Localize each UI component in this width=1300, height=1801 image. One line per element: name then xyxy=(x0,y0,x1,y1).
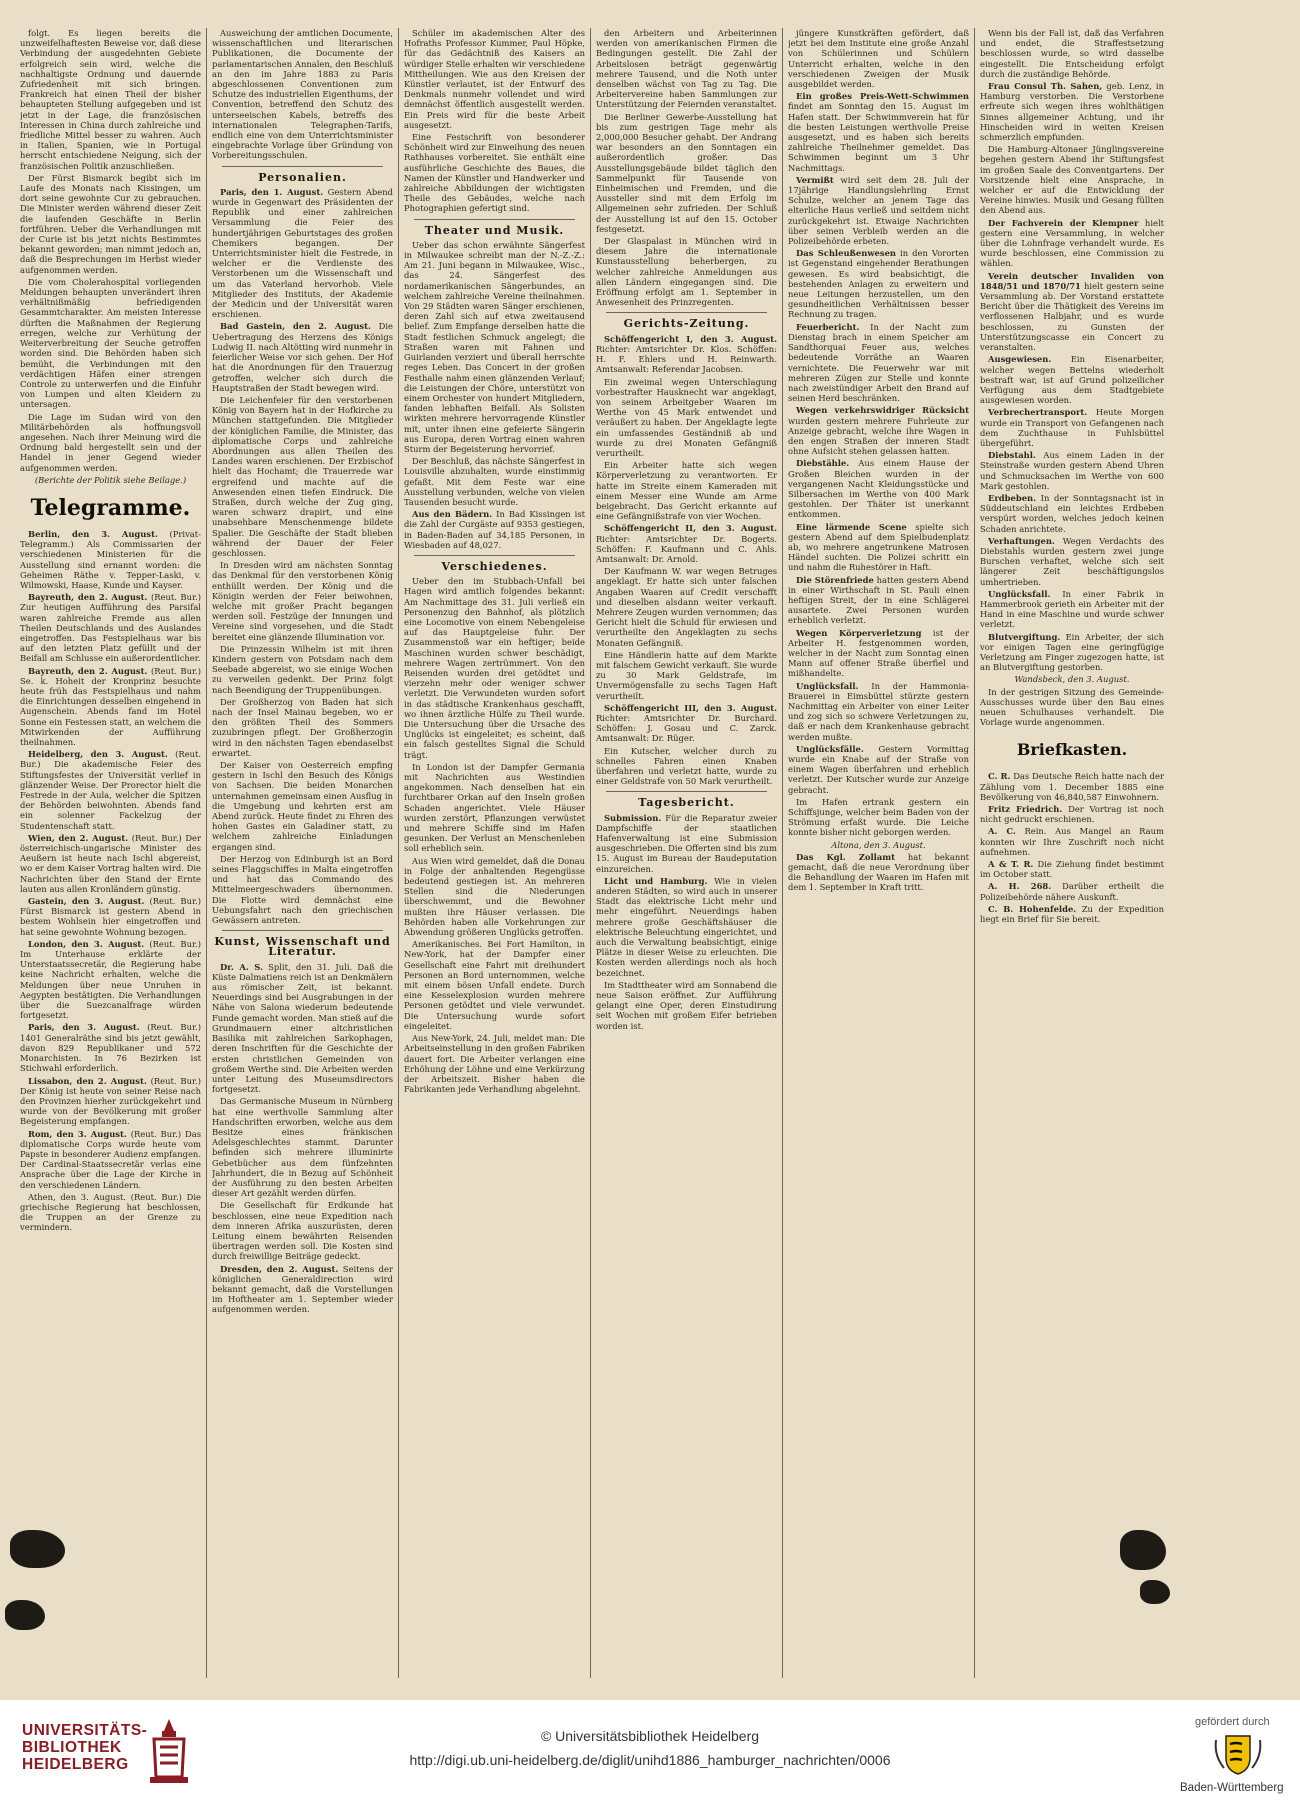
article-text: Die Leichenfeier für den verstorbenen König von Bayern hat in der Hofkirche zu München stattgefunden. Die Mitglieder der königlichen Familie, die Minister, das diplomatische Corps und zahlreiche Abordnungen aus allen Theilen des Landes waren erschienen. Der Erzbischof hielt das Hochamt; die Trauerrede war ergreifend und machte auf die Anwesenden einen tiefen Eindruck. Die Straßen, durch welche der Zug ging, waren schwarz drapirt, und eine unabsehbare Menschenmenge bildete Spalier. Die Geschäfte der Stadt blieben während der Dauer der Feier geschlossen. xyxy=(212,394,393,558)
article-text: (Reut. Bur.) Se. k. Hoheit der Kronprinz besuchte heute früh das Festspielhaus und nahm die Einrichtungen desselben eingehend in Augenschein. Abends fand im Hotel Sonne ein Festessen statt, an welchem die Mitwirkenden der Aufführung theilnahmen. xyxy=(20,665,201,747)
article-text: In der Hammonia-Brauerei in Eimsbüttel stürzte gestern Nachmittag ein Arbeiter von einer Leiter und zog sich so schwere Verletzungen zu, daß er nach dem Krankenhause gebracht werden mußte. xyxy=(788,680,969,742)
article-text: Der Herzog von Edinburgh ist an Bord seines Flaggschiffes in Malta eingetroffen und hat das Commando des Mittelmeergeschwaders übernommen. Die Flotte wird demnächst eine Uebungsfahrt nach den griechischen Gewässern antreten. xyxy=(212,853,393,926)
article-paragraph xyxy=(788,322,969,404)
newspaper-column-5 xyxy=(788,28,969,1678)
article-text: In einer Fabrik in Hammerbrook gerieth ein Arbeiter mit der Hand in eine Maschine und wurde schwer verletzt. xyxy=(980,588,1164,630)
article-dateline: A. H. 268. xyxy=(988,881,1052,892)
paper-damage xyxy=(10,1530,65,1568)
article-paragraph xyxy=(980,144,1164,215)
article-dateline: A & T. R. xyxy=(988,859,1034,870)
article-paragraph xyxy=(404,939,585,1031)
article-dateline: Dr. A. S. xyxy=(220,961,263,972)
article-text: Wie in vielen anderen Städten, so wird auch in unserer Stadt das elektrische Licht mehr und mehr eingeführt. Neuerdings haben mehrere große Geschäftshäuser die elektrische Beleuchtung eingerichtet, und auch die Verwaltung beabsichtigt, einige Plätze in dieser Weise zu erleuchten. Die Kosten werden allerdings noch als hoch bezeichnet. xyxy=(596,875,777,978)
paper-damage xyxy=(1140,1580,1170,1604)
article-dateline: C. B. Hohenfelde. xyxy=(988,903,1077,914)
article-paragraph xyxy=(980,28,1164,79)
article-text: In Bad Kissingen ist die Zahl der Curgäste auf 9353 gestiegen, in Baden-Baden auf 34,185 Personen, in Wiesbaden auf 48,027. xyxy=(404,509,585,550)
article-text: Richter: Amtsrichter Dr. Klos. Schöffen: H. F. Ehlers und H. Reinwarth. Amtsanwalt: Referendar Jacobsen. xyxy=(596,343,777,375)
article-text: (Reut. Bur.) Zur heutigen Aufführung des Parsifal waren zahlreiche Fremde aus allen Theilen Deutschlands und des Auslandes eingetroffen. Das Festspielhaus war bis auf den letzten Platz gefüllt und der Beifall am Schlusse ein außerordentlicher. xyxy=(20,592,201,664)
article-paragraph xyxy=(980,407,1164,448)
article-paragraph xyxy=(20,592,201,663)
article-paragraph xyxy=(20,833,201,894)
article-paragraph xyxy=(788,28,969,89)
article-dateline: Unglücksfall. xyxy=(988,588,1051,599)
article-dateline: Submission. xyxy=(604,812,662,823)
article-text: Seitens der königlichen Generaldirection wird bekannt gemacht, daß die Vorstellungen im Hoftheater am 1. September wieder aufgenommen werden. xyxy=(212,1263,393,1315)
article-paragraph xyxy=(980,81,1164,142)
article-paragraph xyxy=(212,962,393,1095)
article-text: Der Großherzog von Baden hat sich nach der Insel Mainau begeben, wo er den größten Theil des Sommers zuzubringen pflegt. Der Großherzogin wird in den nächsten Tagen ebendaselbst erwartet. xyxy=(212,696,393,758)
article-text: (Reut. Bur.) 1401 Generalräthe sind bis jetzt gewählt, davon 829 Republikaner und 572 Monarchisten. In 76 Bezirken ist Stichwahl erforderlich. xyxy=(20,1022,201,1074)
article-paragraph xyxy=(980,687,1164,728)
article-text: Gestern Vormittag wurde ein Knabe auf der Straße von einem Wagen überfahren und erheblich verletzt. Der Kutscher wurde zur Anzeige gebracht. xyxy=(788,743,969,795)
article-text: folgt. Es liegen bereits die unzweifelhaftesten Beweise vor, daß diese Verbindung der ausgedehnten Gebiete erfolgreich sein wird, welche die nachhaltigste Ordnung und dauernde Zufriedenheit mit sich bringen. Frankreich hat einen Theil der bisher behaupteten Stellung aufgegeben und ist jetzt in der Lage, die französischen Interessen in China durch zahlreiche und friedliche Mittel besser zu wahren. Auch in Italien, Spanien, wie in Portugal herrscht entschiedene Neigung, sich der französischen Politik anzuschließen. xyxy=(20,28,201,171)
article-text: Wegen Verdachts des Diebstahls wurden gestern zwei junge Burschen verhaftet, welche sich seit längerer Zeit beschäftigungslos umhertrieben. xyxy=(980,535,1164,587)
article-text: spielte sich gestern Abend auf dem Spielbudenplatz ab, wo mehrere angetrunkene Matrosen Händel suchten. Die Polizei schritt ein und nahm die Ruhestörer in Haft. xyxy=(788,521,969,573)
article-paragraph xyxy=(20,529,201,590)
article-paragraph xyxy=(980,859,1164,879)
article-text: findet am Sonntag den 15. August im Hafen statt. Der Schwimmverein hat für die besten Leistungen werthvolle Preise ausgesetzt, und es haben sich bereits zahlreiche Theilnehmer gemeldet. Das Schwimmen beginnt um 3 Uhr Nachmittags. xyxy=(788,101,969,173)
article-paragraph xyxy=(596,876,777,978)
article-dateline: Licht und Hamburg. xyxy=(604,875,708,886)
article-text: In der Sonntagsnacht ist in Süddeutschland ein leichtes Erdbeben verspürt worden, welches jedoch keinen Schaden anrichtete. xyxy=(980,492,1164,534)
section-heading: Verschiedenes. xyxy=(441,559,548,573)
article-text: (Reut. Bur.) Der österreichisch-ungarische Minister des Aeußern ist heute nach Ischl abgereist, wo er dem Kaiser Vortrag halten wird. Die Nachrichten über den Stand der Ernte lauten aus allen Kronländern günstig. xyxy=(20,832,201,894)
article-dateline: Wegen verkehrswidriger Rücksicht xyxy=(796,405,969,416)
section-heading: Theater und Musik. xyxy=(424,223,565,237)
article-dateline: Wegen Körperverletzung xyxy=(796,627,922,638)
article-paragraph xyxy=(404,456,585,507)
article-dateline: Unglücksfälle. xyxy=(796,743,864,754)
article-dateline: Wien, den 2. August. xyxy=(28,832,129,843)
article-text: Ein Eisenarbeiter, welcher wegen Bettelns wiederholt bestraft war, ist auf Grund polizeilicher Verfügung aus dem Stadtgebiete ausgewiesen worden. xyxy=(980,354,1164,406)
article-text: wurden gestern mehrere Fuhrleute zur Anzeige gebracht, welche ihre Wagen in den engen Straßen der inneren Stadt ohne Aufsicht stehen gelassen hatten. xyxy=(788,415,969,457)
section-divider xyxy=(222,930,383,931)
article-paragraph xyxy=(596,28,777,110)
article-dateline: Berlin, den 3. August. xyxy=(28,528,158,539)
article-text: Die Prinzessin Wilhelm ist mit ihren Kindern gestern von Potsdam nach dem Seebade abgereist, wo sie einige Wochen zu verweilen gedenkt. Der Prinz folgt nach Beendigung der Truppenübungen. xyxy=(212,643,393,695)
article-text: Schüler im akademischen Alter des Hofraths Professor Kummer, Paul Höpke, für das Gedächtniß des Kaisers an würdiger Stelle erhalten wir verschiedene Mittheilungen. Wie aus den Kreisen der Künstler verlautet, ist der Entwurf des Denkmals nunmehr vollendet und wird demnächst öffentlich ausgestellt werden. Ein Preis wird für die beste Arbeit ausgesetzt. xyxy=(404,28,585,130)
article-text: wird seit dem 28. Juli der 17jährige Handlungslehrling Ernst Schulze, welcher an jenem Tage das elterliche Haus verließ und seitdem nicht zurückgekehrt ist. Etwaige Nachrichten über seinen Verbleib werden an die Polizeibehörde erbeten. xyxy=(788,174,969,247)
article-text: hielt gestern eine Versammlung, in welcher über die Lohnfrage verhandelt wurde. Es wurde beschlossen, eine Commission zu wählen. xyxy=(980,217,1164,269)
article-paragraph xyxy=(20,28,201,171)
dateline: Altona, den 3. August. xyxy=(831,839,926,850)
article-paragraph xyxy=(980,904,1164,924)
article-paragraph xyxy=(788,248,969,319)
article-dateline: Schöffengericht I, den 3. August. xyxy=(604,333,777,344)
article-dateline: Bad Gastein, den 2. August. xyxy=(220,321,371,332)
funded-by-label: gefördert durch xyxy=(1195,1716,1270,1728)
article-paragraph xyxy=(212,1096,393,1198)
dateline: (Berichte der Politik siehe Beilage.) xyxy=(34,474,187,485)
article-text: geb. Lenz, in Hamburg verstorben. Die Verstorbene erfreute sich wegen ihres wohlthätigen Sinnes allgemeiner Achtung, und ihr Hinscheiden wird in weiten Kreisen schmerzlich empfunden. xyxy=(980,81,1164,143)
article-dateline: Ausgewiesen. xyxy=(988,354,1052,365)
article-text: Das Germanische Museum in Nürnberg hat eine werthvolle Sammlung alter Handschriften erworben, welche aus dem Besitze eines fränkischen Adelsgeschlechtes stammt. Darunter befinden sich mehrere illuminirte Gebetbücher aus dem fünfzehnten Jahrhundert, die in Bezug auf Schönheit der Ausführung zu den besten Arbeiten dieser Art gezählt werden dürfen. xyxy=(212,1096,393,1199)
article-paragraph xyxy=(212,760,393,852)
article-text: Amerikanisches. Bei Fort Hamilton, in New-York, hat der Dampfer einer Gesellschaft eine Fahrt mit dreihundert Personen an Bord unternommen, welche mit einem bösen Unfall endete. Durch eine Kesselexplosion wurden mehrere Personen getödtet und viele verwundet. Die Untersuchung wurde sofort eingeleitet. xyxy=(404,939,585,1031)
article-text: Der Vortrag ist noch nicht gedruckt erschienen. xyxy=(980,804,1164,825)
article-paragraph xyxy=(788,797,969,838)
article-text: Athen, den 3. August. (Reut. Bur.) Die griechische Regierung hat beschlossen, die Truppen an der Grenze zu vermindern. xyxy=(20,1191,201,1233)
article-dateline: Aus den Bädern. xyxy=(412,509,493,520)
section-divider xyxy=(606,312,767,313)
article-paragraph xyxy=(404,856,585,938)
article-paragraph xyxy=(788,744,969,795)
article-paragraph xyxy=(212,1200,393,1261)
article-text: hat bekannt gemacht, daß die neue Verordnung über die Behandlung der Waaren im Hafen mit dem 1. September in Kraft tritt. xyxy=(788,851,969,893)
article-paragraph xyxy=(980,771,1164,802)
state-name: Baden-Württemberg xyxy=(1180,1782,1284,1794)
article-paragraph xyxy=(212,1264,393,1315)
article-paragraph xyxy=(980,218,1164,269)
article-paragraph xyxy=(20,1076,201,1127)
article-paragraph xyxy=(596,566,777,648)
article-dateline: Verhaftungen. xyxy=(988,535,1055,546)
article-text: Die Berliner Gewerbe-Ausstellung hat bis zum gestrigen Tage mehr als 2,000,000 Besucher gehabt. Der Andrang war besonders an den Sonntagen ein außerordentlich großer. Das Ausstellungsgebäude bildet täglich den Sammelpunkt für Tausende von Einheimischen und Fremden, und die Aussteller sind mit dem Erfolg im Allgemeinen sehr zufrieden. Der Schluß der Ausstellung ist auf den 15. October festgesetzt. xyxy=(596,111,777,234)
article-dateline: Paris, den 1. August. xyxy=(220,186,324,197)
article-text: Der Beschluß, das nächste Sängerfest in Louisville abzuhalten, wurde einstimmig gefaßt. Mit dem Feste war eine Ausstellung verbunden, welche von vielen Tausenden besucht wurde. xyxy=(404,456,585,507)
article-text: (Reut. Bur.) Die akademische Feier des Stiftungsfestes der Universität verlief in glänzender Weise. Der Prorector hielt die Festrede in der Aula, welcher die Spitzen der Behörden beiwohnten. Abends fand ein solenner Fackelzug der Studentenschaft statt. xyxy=(20,749,201,831)
section-heading: Personalien. xyxy=(258,170,347,184)
article-dateline: Lissabon, den 2. August. xyxy=(28,1075,147,1086)
newspaper-column-6 xyxy=(980,28,1164,1678)
article-dateline: Feuerbericht. xyxy=(796,321,860,332)
article-text: Im Stadttheater wird am Sonnabend die neue Saison eröffnet. Zur Aufführung gelangt eine Oper, deren Einstudirung seit Wochen mit großem Eifer betrieben worden ist. xyxy=(596,979,777,1031)
section-divider xyxy=(222,166,383,167)
article-paragraph xyxy=(788,852,969,893)
article-dateline: Verein deutscher Invaliden von 1848/51 und 1870/71 xyxy=(980,270,1164,291)
article-text: Ein Arbeiter, der sich vor einigen Tagen eine geringfügige Verletzung am Finger zugezogen hatte, ist an Blutvergiftung gestorben. xyxy=(980,631,1164,673)
article-paragraph xyxy=(788,628,969,679)
article-dateline: Rom, den 3. August. xyxy=(28,1128,127,1139)
section-divider xyxy=(414,219,575,220)
article-paragraph xyxy=(788,91,969,173)
article-text: Darüber ertheilt die Polizeibehörde nähere Auskunft. xyxy=(980,881,1164,902)
article-text: (Privat-Telegramm.) Als Commissarien der verschiedenen Ministerien für die Ausstellung sind ernannt worden: die Geheimen Räthe v. Tepper-Laski, v. Wilmowski, Haase, Kunde und Kayser. xyxy=(20,528,201,590)
article-text: Ueber den im Stubbach-Unfall bei Hagen wird amtlich folgendes bekannt: Am Nachmittage des 31. Juli verließ ein Personenzug den Bahnhof, als plötzlich eine Locomotive von einem Nebengeleise auf das Hauptgeleise fuhr. Der Zusammenstoß war ein heftiger; beide Maschinen wurden schwer beschädigt, mehrere Wagen zertrümmert. Von den Reisenden wurden drei getödtet und vierzehn mehr oder weniger schwer verletzt. Die Verwundeten wurden sofort in das städtische Krankenhaus geschafft, wo ihnen ärztliche Hülfe zu Theil wurde. Die Untersuchung über die Ursache des Unglücks ist eingeleitet; es scheint, daß ein falsch gestelltes Signal die Schuld trägt. xyxy=(404,576,585,760)
article-dateline: Schöffengericht III, den 3. August. xyxy=(604,702,777,713)
article-text: Die Lage im Sudan wird von den Militärbehörden als hoffnungsvoll angesehen. Nach ihrer Meinung wird die Ordnung bald hergestellt sein und der Handel in jener Gegend wieder aufgenommen werden. xyxy=(20,411,201,473)
article-paragraph xyxy=(980,493,1164,534)
article-text: In London ist der Dampfer Germania mit Nachrichten aus Westindien angekommen. Nach denselben hat ein furchtbarer Orkan auf den Inseln großen Schaden angerichtet. Viele Häuser wurden zerstört, Pflanzungen verwüstet und mehrere Schiffe sind im Hafen gesunken. Der Verlust an Menschenleben soll erheblich sein. xyxy=(404,761,585,854)
article-dateline: Frau Consul Th. Sahen, xyxy=(988,81,1103,92)
article-paragraph xyxy=(212,560,393,642)
article-text: Richter: Amtsrichter Dr. Burchard. Schöffen: J. Gosau und C. Zarck. Amtsanwalt: Dr. Rüger. xyxy=(596,713,777,744)
article-dateline: Dresden, den 2. August. xyxy=(220,1263,339,1274)
section-heading: Gerichts-Zeitung. xyxy=(623,317,750,331)
article-text: (Reut. Bur.) Das diplomatische Corps wurde heute vom Papste in besonderer Audienz empfangen. Der Cardinal-Staatssecretär verlas eine Ansprache über die Lage der Kirche in den verschiedenen Ländern. xyxy=(20,1128,201,1190)
article-paragraph xyxy=(596,460,777,521)
article-text: den Arbeitern und Arbeiterinnen werden von amerikanischen Firmen die Bedingungen gestellt. Die Zahl der Arbeitslosen beträgt gegenwärtig mehrere Tausend, und die Noth unter denselben wächst von Tag zu Tag. Die Arbeitervereine haben Sammlungen zur Unterstützung der Feiernden veranstaltet. xyxy=(596,28,777,110)
column-rule xyxy=(590,28,591,1678)
article-dateline: Bayreuth, den 2. August. xyxy=(28,665,148,676)
article-text: Ausweichung der amtlichen Documente, wissenschaftlichen und literarischen Publikationen, die Documente der parlamentarischen Annalen, den Beschluß an den im Jahre 1883 zu Paris abgeschlossenen Conventionen zum Schutze des industriellen Eigenthums, der Convention, betreffend den Schutz des unterseeischen Kabels, betreffs des internationalen Telegraphen-Tarifs, endlich eine von dem Unterrichtsminister eingebrachte Vorlage über Gründung von Vorbereitungsschulen. xyxy=(212,28,393,161)
article-text: Ueber das schon erwähnte Sängerfest in Milwaukee schreibt man der N.-Z.-Z.: Am 21. Juni begann in Milwaukee, Wisc., das 24. Sängerfest des nordamerikanischen Sängerbundes, an welchem zahlreiche Vereine theilnahmen. Von 29 Städten waren Sänger erschienen, deren Zahl sich auf etwa zweitausend belief. Zum Empfange derselben hatte die Stadt festlichen Schmuck angelegt; die Straßen waren mit Fahnen und Guirlanden verziert und überall herrschte reges Leben. Das Concert in der großen Festhalle nahm einen glänzenden Verlauf; die Leistungen der Chöre, unterstützt von einem Orchester von hundert Mitgliedern, fanden lebhaften Beifall. Als Solisten wirkten mehrere hervorragende Künstler mit, unter ihnen eine gefeierte Sängerin aus Europa, deren Vortrag einen wahren Sturm der Begeisterung hervorrief. xyxy=(404,239,585,454)
article-text: Die Uebertragung des Herzens des Königs Ludwig II. nach Altötting wird nunmehr in feierlicher Weise vor sich gehen. Der Hof hat die Anordnungen für den Trauerzug getroffen, welcher sich durch die Hauptstraßen der Stadt bewegen wird. xyxy=(212,321,393,393)
article-dateline: Gastein, den 3. August. xyxy=(28,896,145,907)
coat-of-arms-icon xyxy=(1212,1730,1264,1778)
article-text: Der Kaufmann W. war wegen Betruges angeklagt. Er hatte sich unter falschen Angaben Waaren auf Credit verschafft und dieselben alsdann weiter verkauft. Mehrere Zeugen wurden vernommen; das Gericht hielt die Schuld für erwiesen und verurtheilte den Angeklagten zu sechs Monaten Gefängniß. xyxy=(596,566,777,648)
article-paragraph xyxy=(20,1192,201,1233)
paper-damage xyxy=(1120,1530,1166,1570)
article-dateline: Bayreuth, den 2. August. xyxy=(28,592,148,603)
article-paragraph xyxy=(596,980,777,1031)
article-dateline: Paris, den 3. August. xyxy=(28,1022,140,1033)
article-paragraph xyxy=(980,354,1164,405)
article-dateline: Eine lärmende Scene xyxy=(796,521,907,532)
article-paragraph xyxy=(212,697,393,758)
article-text: Heute Morgen wurde ein Transport von Gefangenen nach dem Zuchthause in Fuhlsbüttel übergeführt. xyxy=(980,407,1164,448)
article-text: Der Kaiser von Oesterreich empfing gestern in Ischl den Besuch des Königs von Sachsen. Die beiden Monarchen unternahmen gemeinsam einen Ausflug in die Umgebung und kehrten erst am Abend zurück. Heute findet zu Ehren des hohen Gastes ein Galadiner statt, zu welchem zahlreiche Einladungen ergangen sind. xyxy=(212,760,393,852)
article-paragraph xyxy=(788,681,969,742)
article-paragraph xyxy=(212,187,393,320)
article-paragraph xyxy=(20,666,201,748)
article-text: Rein. Aus Mangel an Raum konnten wir Ihre Zuschrift noch nicht aufnehmen. xyxy=(980,826,1164,857)
article-text: Zu der Expedition liegt ein Brief für Sie bereit. xyxy=(980,903,1164,925)
article-paragraph xyxy=(20,1129,201,1190)
article-text: Aus Wien wird gemeldet, daß die Donau in Folge der anhaltenden Regengüsse bedeutend gestiegen ist. An mehreren Stellen sind die Niederungen überschwemmt, und die Bewohner mußten ihre Häuser verlassen. Die Behörden haben alle Vorkehrungen zur Abwendung größeren Unglücks getroffen. xyxy=(404,855,585,938)
article-paragraph xyxy=(212,395,393,558)
article-text: Wenn bis der Fall ist, daß das Verfahren und endet, die Straffestsetzung beschlossen wurde, so wird dasselbe eingestellt. Die Entscheidung erfolgt durch die zuständige Behörde. xyxy=(980,28,1164,79)
article-text: In Dresden wird am nächsten Sonntag das Denkmal für den verstorbenen König enthüllt werden. Der König und die Königin werden der Feier beiwohnen, welche mit großer Pracht begangen werden soll. Festzüge der Innungen und Vereine sind vorgesehen, und die Stadt bereitet eine glänzende Illumination vor. xyxy=(212,560,393,642)
article-text: Ein Arbeiter hatte sich wegen Körperverletzung zu verantworten. Er hatte im Streite einem Kameraden mit einem Messer eine Wunde am Arme beigebracht. Das Gericht erkannte auf eine Gefängnißstrafe von vier Wochen. xyxy=(596,460,777,522)
section-heading: Tagesbericht. xyxy=(638,796,735,810)
article-dateline: Vermißt xyxy=(796,174,834,185)
article-paragraph xyxy=(980,589,1164,630)
article-paragraph xyxy=(20,749,201,831)
article-dateline: Das Kgl. Zollamt xyxy=(796,851,896,862)
section-heading-large: Telegramme. xyxy=(30,494,191,521)
article-paragraph xyxy=(20,896,201,937)
article-paragraph xyxy=(212,28,393,161)
article-paragraph xyxy=(20,412,201,473)
column-rule xyxy=(974,28,975,1678)
article-dateline: Blutvergiftung. xyxy=(988,631,1061,642)
article-text: hielt gestern seine Versammlung ab. Der Vorstand erstattete Bericht über die Thätigkeit des Vereins im verflossenen Halbjahr, und es wurde beschlossen, zu Gunsten der Unterstützungscasse ein Concert zu veranstalten. xyxy=(980,280,1164,353)
article-text: Die vom Cholerahospital vorliegenden Meldungen behaupten unverändert ihren verhältnißmäßig befriedigenden Gesammtcharakter. Am meisten Interesse dürften die Maßnahmen der Regierung erregen, welche zur Verhütung der Weiterverbreitung der Seuche getroffen worden sind. Die Behörden haben sich bemüht, die Verbindungen mit den verdächtigen Häfen einer strengen Controle zu unterwerfen und die Einfuhr von Lumpen und alten Kleidern zu untersagen. xyxy=(20,276,201,410)
article-paragraph xyxy=(788,575,969,626)
article-paragraph xyxy=(980,536,1164,587)
article-text: hatten gestern Abend in einer Wirthschaft in St. Pauli einen heftigen Streit, der in eine Schlägerei ausartete. Zwei Personen wurden erheblich verletzt. xyxy=(788,574,969,626)
article-paragraph xyxy=(980,881,1164,901)
section-divider xyxy=(606,791,767,792)
article-paragraph xyxy=(980,826,1164,857)
article-text: Eine Festschrift von besonderer Schönheit wird zur Einweihung des neuen Rathhauses vorbereitet. Sie enthält eine ausführliche Geschichte des Baues, die Namen der Künstler und Handwerker und zahlreiche Abbildungen der wichtigsten Theile des Gebäudes, welche nach Photographien gefertigt sind. xyxy=(404,132,585,214)
article-text: Gestern Abend wurde in Gegenwart des Präsidenten der Republik und einer zahlreichen Versammlung die Feier des hundertjährigen Geburtstages des großen Chemikers begangen. Der Unterrichtsminister hielt die Festrede, in welcher er die Verdienste des Verstorbenen um die Wissenschaft und um das Vaterland hervorhob. Viele Mitglieder des Instituts, der Akademie der Medicin und der Universität waren erschienen. xyxy=(212,186,393,320)
article-dateline: Schöffengericht II, den 3. August. xyxy=(604,523,777,534)
section-heading: Kunst, Wissenschaft und Literatur. xyxy=(214,935,391,959)
article-text: Der Fürst Bismarck begibt sich im Laufe des Monats nach Kissingen, um dort seine gewohnte Cur zu gebrauchen. Die Minister werden während dieser Zeit die laufenden Geschäfte in Berlin fortführen. Ueber die Verhandlungen mit der Curie ist bis jetzt nichts Bestimmtes bekannt geworden; man nimmt jedoch an, daß die Besprechungen im Herbst wieder aufgenommen werden. xyxy=(20,172,201,275)
section-divider xyxy=(414,555,575,556)
article-paragraph xyxy=(20,939,201,1021)
library-name-line1: UNIVERSITÄTS- xyxy=(22,1722,148,1739)
permalink[interactable]: http://digi.ub.uni-heidelberg.de/diglit/unihd1886_hamburger_nachrichten/0006 xyxy=(409,1752,891,1768)
article-text: in den Vororten ist Gegenstand eingehender Berathungen gewesen. Es wird beabsichtigt, die bestehenden Anlagen zu erweitern und neue Leitungen herzustellen, um den gesundheitlichen Verhältnissen besser Rechnung zu tragen. xyxy=(788,248,969,320)
article-paragraph xyxy=(596,650,777,701)
dateline: Wandsbeck, den 3. August. xyxy=(1014,674,1130,685)
article-text: Der Glaspalast in München wird in diesem Jahre die internationale Kunstausstellung beherbergen, zu welcher zahlreiche Anmeldungen aus allen Ländern eingegangen sind. Die Eröffnung erfolgt am 1. September in Anwesenheit des Prinzregenten. xyxy=(596,236,777,308)
article-text: (Reut. Bur.) Fürst Bismarck ist gestern Abend in bestem Wohlsein hier eingetroffen und hat seine gewohnte Wohnung bezogen. xyxy=(20,896,201,937)
digitization-footer xyxy=(0,1700,1300,1801)
article-paragraph xyxy=(980,632,1164,673)
article-dateline: Erdbeben. xyxy=(988,492,1037,503)
article-paragraph xyxy=(788,405,969,456)
article-dateline: Das Schleußenwesen xyxy=(796,248,896,259)
article-text: jüngere Kunstkräften gefördert, daß jetzt bei dem Institute eine große Anzahl von Schülerinnen und Schülern Unterricht erhalten, welche in den verschiedenen Zweigen der Musik ausgebildet werden. xyxy=(788,28,969,90)
article-paragraph xyxy=(20,173,201,275)
column-rule xyxy=(782,28,783,1678)
article-paragraph xyxy=(596,377,777,459)
article-paragraph xyxy=(596,746,777,787)
article-text: Im Hafen ertrank gestern ein Schiffsjunge, welcher beim Baden von der Strömung erfaßt wurde. Die Leiche konnte bisher nicht geborgen werden. xyxy=(788,796,969,838)
article-dateline: Der Fachverein der Klempner xyxy=(988,217,1139,228)
article-text: (Reut. Bur.) Der König ist heute von seiner Reise nach den Provinzen hierher zurückgekehrt und wurde von der Bevölkerung mit großer Begeisterung empfangen. xyxy=(20,1075,201,1127)
article-paragraph xyxy=(788,522,969,573)
article-paragraph xyxy=(404,240,585,454)
article-paragraph xyxy=(980,271,1164,353)
newspaper-column-1 xyxy=(20,28,201,1678)
article-text: Ein zweimal wegen Unterschlagung vorbestrafter Hausknecht war angeklagt, von seinem Arbeitgeber Waaren im Werthe von 45 Mark entwendet und veräußert zu haben. Der Angeklagte legte ein umfassendes Geständniß ab und wurde zu drei Monaten Gefängniß verurtheilt. xyxy=(596,376,777,458)
article-dateline: Ein großes Preis-Wett-Schwimmen xyxy=(796,91,969,102)
article-text: Split, den 31. Juli. Daß die Küste Dalmatiens reich ist an Denkmälern aus römischer Zeit, ist bekannt. Neuerdings sind bei Ausgrabungen in der Nähe von Salona wiederum bedeutende Funde gemacht worden. Man stieß auf die Grundmauern einer altchristlichen Basilika mit zahlreichen Sarkophagen, deren Inschriften für die Geschichte der ersten christlichen Gemeinden von großem Werthe sind. Die Arbeiten werden unter Leitung des Museumsdirectors fortgesetzt. xyxy=(212,961,393,1095)
article-text: In der Nacht zum Dienstag brach in einem Speicher am Sandthorquai Feuer aus, welches bedeutende Vorräthe an Waaren vernichtete. Die Feuerwehr war mit mehreren Zügen zur Stelle und konnte nach zweistündiger Arbeit den Brand auf seinen Herd beschränken. xyxy=(788,321,969,404)
article-text: In der gestrigen Sitzung des Gemeinde-Ausschusses wurde über den Bau eines neuen Schulhauses verhandelt. Die Vorlage wurde angenommen. xyxy=(980,686,1164,728)
article-paragraph xyxy=(20,1022,201,1073)
article-dateline: Diebstahl. xyxy=(988,450,1036,461)
article-paragraph xyxy=(212,321,393,392)
copyright-notice: © Universitätsbibliothek Heidelberg xyxy=(540,1728,760,1744)
article-paragraph xyxy=(596,703,777,744)
article-text: Die Ziehung findet bestimmt im October statt. xyxy=(980,859,1164,880)
article-paragraph xyxy=(212,854,393,925)
newspaper-column-2 xyxy=(212,28,393,1678)
newspaper-column-4 xyxy=(596,28,777,1678)
article-paragraph xyxy=(404,762,585,854)
article-paragraph xyxy=(980,804,1164,824)
column-rule xyxy=(206,28,207,1678)
article-dateline: Verbrechertransport. xyxy=(988,407,1088,418)
article-paragraph xyxy=(404,28,585,130)
article-paragraph xyxy=(404,132,585,214)
article-dateline: London, den 3. August. xyxy=(28,938,145,949)
article-dateline: Unglücksfall. xyxy=(796,680,859,691)
article-text: Ein Kutscher, welcher durch zu schnelles Fahren einen Knaben überfahren und verletzt hatte, wurde zu einer Geldstrafe von 50 Mark verurtheilt. xyxy=(596,745,777,787)
article-paragraph xyxy=(596,236,777,307)
article-text: Das Deutsche Reich hatte nach der Zählung vom 1. December 1885 eine Bevölkerung von 46,840,587 Einwohnern. xyxy=(980,771,1164,802)
article-dateline: Fritz Friedrich. xyxy=(988,804,1063,815)
article-paragraph xyxy=(404,509,585,550)
article-text: Aus einem Hause der Großen Bleichen wurden in der vergangenen Nacht Kleidungsstücke und Silbersachen im Werthe von 400 Mark gestohlen. Der Thäter ist unerkannt entkommen. xyxy=(788,458,969,520)
article-dateline: Heidelberg, den 3. August. xyxy=(28,749,168,760)
library-name-line2: BIBLIOTHEK xyxy=(22,1739,122,1756)
article-paragraph xyxy=(596,112,777,234)
article-text: Aus einem Laden in der Steinstraße wurden gestern Abend Uhren und Schmucksachen im Werthe von 600 Mark gestohlen. xyxy=(980,450,1164,491)
article-paragraph xyxy=(788,175,969,246)
article-text: Richter: Amtsrichter Dr. Bogerts. Schöffen: F. Kaufmann und C. Ahls. Amtsanwalt: Dr. Arnold. xyxy=(596,533,777,564)
article-text: ist der Arbeiter H. festgenommen worden, welcher in der Nacht zum Sonntag einen Mann auf offener Straße überfiel und mißhandelte. xyxy=(788,627,969,679)
article-paragraph xyxy=(596,523,777,564)
article-text: Aus New-York, 24. Juli, meldet man: Die Arbeitseinstellung in den großen Fabriken dauert fort. Die Arbeiter verlangen eine Erhöhung der Löhne und eine Verkürzung der Arbeitszeit. Bisher haben die Fabrikanten jede Verhandlung abgelehnt. xyxy=(404,1033,585,1095)
article-text: (Reut. Bur.) Im Unterhause erklärte der Unterstaatssecretär, die Regierung habe keine Nachricht erhalten, welche die Meldungen über neue Unruhen in Aegypten bestätigten. Die Verhandlungen über die Suezcanalfrage würden fortgesetzt. xyxy=(20,938,201,1021)
article-paragraph xyxy=(212,644,393,695)
article-paragraph xyxy=(20,277,201,410)
article-text: Die Gesellschaft für Erdkunde hat beschlossen, eine neue Expedition nach dem inneren Afrika auszurüsten, deren Leitung einem bewährten Reisenden übertragen werden soll. Die Kosten sind durch freiwillige Beiträge gedeckt. xyxy=(212,1200,393,1262)
article-dateline: C. R. xyxy=(988,771,1011,782)
article-paragraph xyxy=(980,450,1164,491)
library-name-line3: HEIDELBERG xyxy=(22,1756,129,1773)
article-paragraph xyxy=(596,813,777,874)
article-paragraph xyxy=(404,1033,585,1094)
column-rule xyxy=(398,28,399,1678)
section-heading-large: Briefkasten. xyxy=(1016,740,1128,760)
library-seal-icon xyxy=(144,1715,194,1787)
article-dateline: Diebstähle. xyxy=(796,458,850,469)
article-dateline: Die Störenfriede xyxy=(796,574,874,585)
newspaper-column-3 xyxy=(404,28,585,1678)
article-paragraph xyxy=(788,458,969,519)
article-text: Für die Reparatur zweier Dampfschiffe der staatlichen Hafenverwaltung ist eine Submission ausgeschrieben. Die Offerten sind bis zum 15. August im Bureau der Baudeputation einzureichen. xyxy=(596,812,777,874)
article-text: Die Hamburg-Altonaer Jünglingsvereine begehen gestern Abend ihr Stiftungsfest im großen Saale des Conventgartens. Der Vorsitzende hielt eine Ansprache, in welcher er auf die Entwicklung der Vereine hinwies. Musik und Gesang füllten den Abend aus. xyxy=(980,144,1164,216)
article-dateline: A. C. xyxy=(988,826,1016,837)
paper-damage xyxy=(5,1600,45,1630)
article-text: Eine Händlerin hatte auf dem Markte mit falschem Gewicht verkauft. Sie wurde zu 30 Mark Geldstrafe, im Unvermögensfalle zu sechs Tagen Haft verurtheilt. xyxy=(596,649,777,701)
article-paragraph xyxy=(404,576,585,760)
article-paragraph xyxy=(596,334,777,375)
